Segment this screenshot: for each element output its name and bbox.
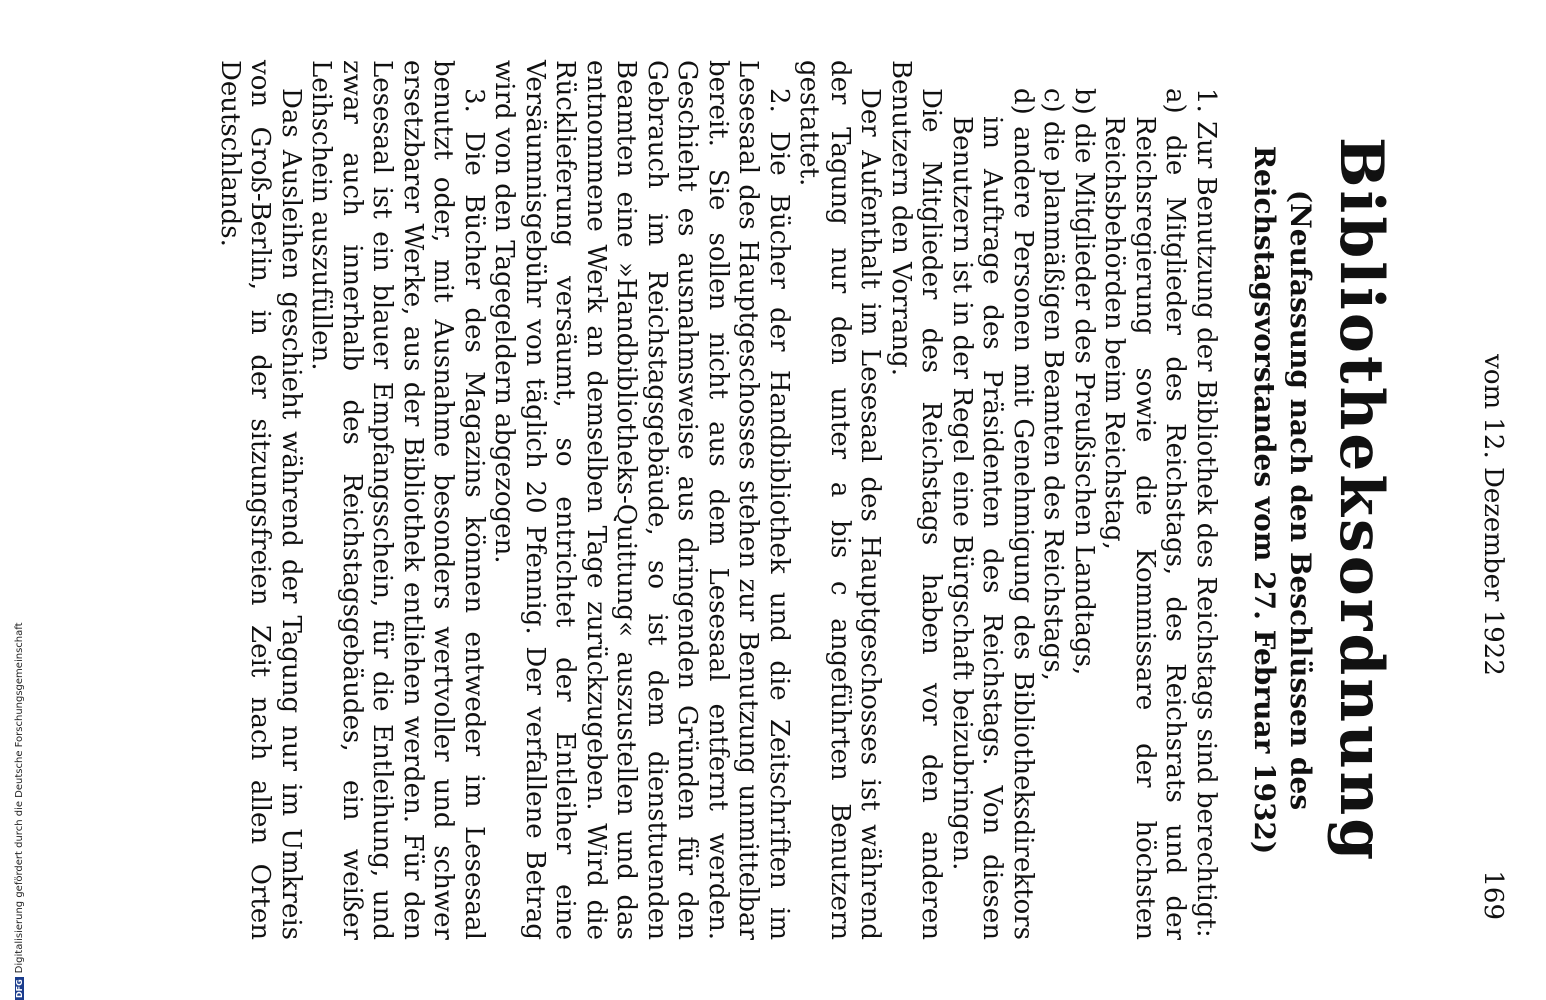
section-1-intro: 1. Zur Benutzung der Bibliothek des Reichstags sind berechtigt:: [1191, 88, 1221, 938]
digitization-text: Digitalisierung gefördert durch die Deutsche Forschungsgemeinschaft: [14, 622, 25, 974]
section-1-paragraph-2: Der Aufenthalt im Lesesaal des Hauptgeschosses ist während der Tagung nur den unter a bis c angeführten Benutzern gestattet.: [794, 60, 886, 940]
document-page: [26, 0, 1546, 1000]
rotated-page: [26, 0, 1546, 1000]
section-1-paragraph-1: Die Mitglieder des Reichstags haben vor den anderen Benutzern den Vorrang.: [886, 60, 947, 940]
document-title: Bibliotheksordnung: [1326, 136, 1396, 864]
header-date: vom 12. Dezember 1922: [1478, 354, 1508, 676]
digitization-note: [14, 590, 25, 1000]
page-number: 169: [1478, 870, 1508, 920]
section-1-item-c: c) die planmäßigen Beamten des Reichstags,: [1038, 88, 1069, 681]
document-subtitle: (Neufassung nach den Beschlüssen des Reichstagsvorstandes vom 27. Februar 1932): [1248, 145, 1317, 855]
section-2: 2. Die Bücher der Handbibliothek und die Zeitschriften im Lesesaal des Hauptgeschosses stehen zur Benutzung unmittelbar bereit. Sie sollen nicht aus dem Lesesaal entfernt werden. Geschieht es ausnahmsweise aus dringenden Gründen für den Gebrauch im Reichstagsgebäude, so ist dem diensttuenden Beamten eine »Handbibliotheks-Quittung« auszustellen und das entnommene Werk an demselben Tage zurückzugeben. Wird die Rücklieferung versäumt, so entrichtet der Entleiher eine Versäumnisgebühr von täglich 20 Pfennig. Der verfallene Betrag wird von den Tagegeldern abgezogen.: [489, 60, 794, 940]
section-1-item-b: b) die Mitglieder des Preußischen Landtags,: [1069, 88, 1099, 676]
section-1-item-d: d) andere Personen mit Genehmigung des Bibliotheksdirektors im Auftrage des Präsidenten des Reichstags. Von diesen Benutzern ist in der Regel eine Bürgschaft beizubringen.: [947, 88, 1038, 940]
section-1-item-a: a) die Mitglieder des Reichstags, des Reichsrats und der Reichsregierung sowie die Kommissare der höchsten Reichsbehörden beim Reichstag,: [1099, 88, 1191, 940]
running-head: [1468, 70, 1508, 960]
section-3-paragraph-1: Das Ausleihen geschieht während der Tagung nur im Umkreis von Groß-Berlin, in der sitzungsfreien Zeit nach allen Orten Deutschlands.: [215, 60, 306, 940]
section-3: 3. Die Bücher des Magazins können entweder im Lesesaal benutzt oder, mit Ausnahme besonders wertvoller und schwer ersetzbarer Werke, aus der Bibliothek entliehen werden. Für den Lesesaal ist ein blauer Empfangsschein, für die Entleihung, und zwar auch innerhalb des Reichstagsgebäudes, ein weißer Leihschein auszufüllen.: [306, 60, 489, 940]
dfg-logo: DFG: [15, 979, 24, 998]
sidebar-strip: [0, 0, 25, 1000]
document-body: [215, 60, 1222, 940]
